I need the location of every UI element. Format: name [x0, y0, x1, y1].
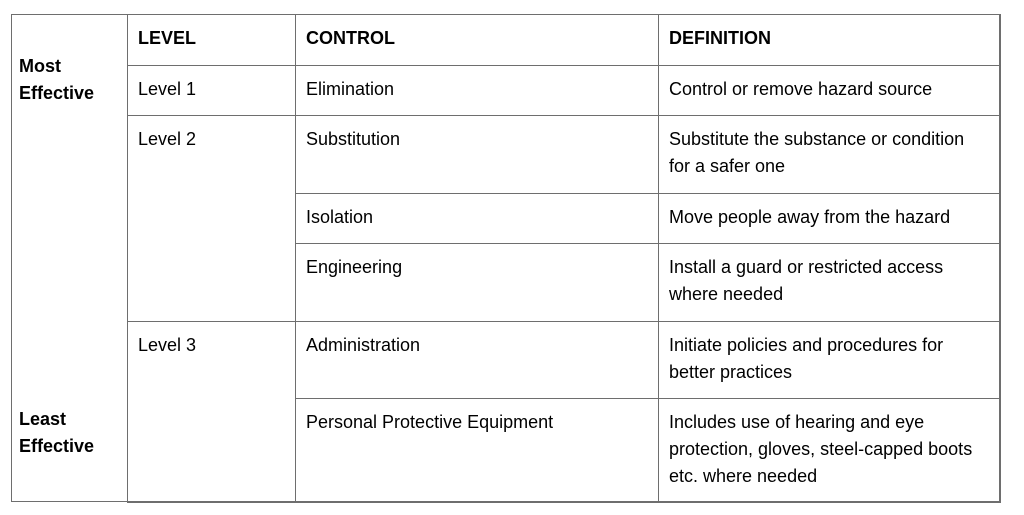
header-control: CONTROL: [296, 15, 659, 66]
control-cell: Elimination: [296, 66, 659, 116]
least-effective-label: [19, 406, 94, 460]
header-level: LEVEL: [128, 15, 296, 66]
table-row: [128, 322, 1001, 399]
most-effective-line-1: Most: [19, 56, 61, 76]
table-row: [128, 66, 1001, 116]
control-cell: Administration: [296, 322, 659, 399]
hierarchy-of-controls-table: [127, 14, 1001, 503]
definition-cell: Control or remove hazard source: [659, 66, 1001, 116]
control-cell: Engineering: [296, 244, 659, 322]
definition-cell: Includes use of hearing and eye protection, gloves, steel-capped boots etc. where needed: [659, 399, 1001, 503]
most-effective-label: [19, 53, 94, 107]
definition-cell: Install a guard or restricted access where needed: [659, 244, 1001, 322]
control-cell: Personal Protective Equipment: [296, 399, 659, 503]
control-cell: Substitution: [296, 116, 659, 194]
most-effective-line-2: Effective: [19, 83, 95, 103]
definition-cell: Substitute the substance or condition for a safer one: [659, 116, 1001, 194]
level-cell: Level 2: [128, 116, 296, 322]
least-effective-line-1: Least: [19, 409, 67, 429]
level-cell: Level 1: [128, 66, 296, 116]
header-definition: DEFINITION: [659, 15, 1001, 66]
table-row: [128, 116, 1001, 194]
definition-cell: Move people away from the hazard: [659, 194, 1001, 244]
control-cell: Isolation: [296, 194, 659, 244]
definition-cell: Initiate policies and procedures for better practices: [659, 322, 1001, 399]
level-cell: Level 3: [128, 322, 296, 503]
least-effective-line-2: Effective: [19, 436, 95, 456]
table-header-row: [128, 15, 1001, 66]
